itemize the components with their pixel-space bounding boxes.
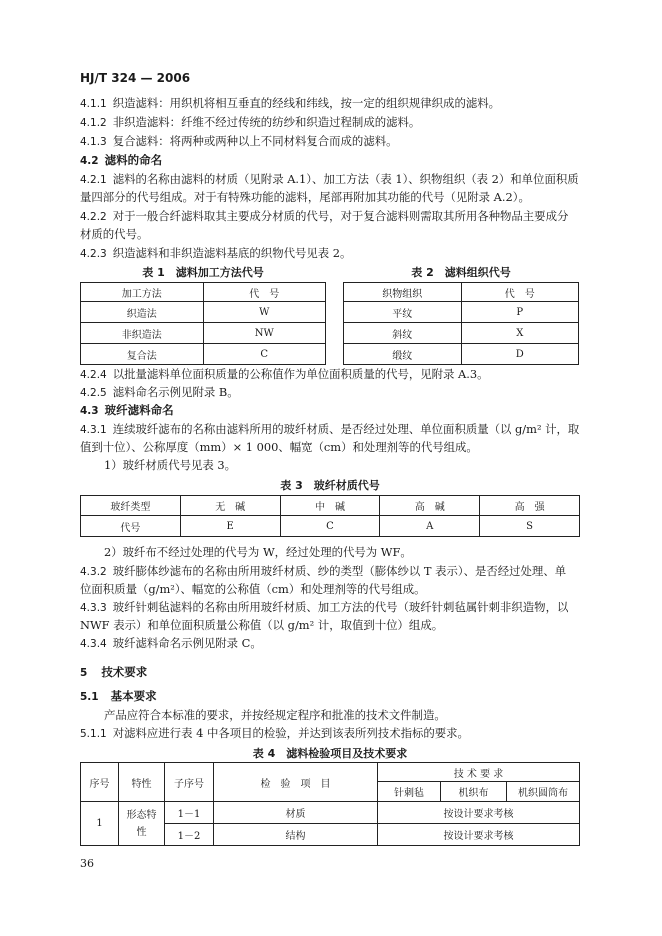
table1-cell: W [203,302,326,323]
table4-cell-subseq: 1－1 [165,802,214,824]
table3-cell: C [280,516,380,537]
table3-cell: 代号 [81,516,181,537]
table4-cell-subseq: 1－2 [165,824,214,846]
table3-cell: 高 碱 [380,496,480,516]
section-4-3-heading: 4.3 玻纤滤料命名 [80,403,174,417]
table4-cell-item: 结构 [214,824,378,846]
table2-cell: 缎纹 [344,344,462,365]
table2-cell: P [461,302,579,323]
clause-4-2-1-cont: 量四部分的代号组成。对于有特殊功能的滤料，尾部再附加其功能的代号（见附录 A.2）。 [80,190,530,204]
table1-cell: 织造法 [81,302,204,323]
clause-5-1-1: 5.1.1 对滤料应进行表 4 中各项目的检验，并达到该表所列技术指标的要求。 [80,726,469,740]
clause-4-3-2: 4.3.2 玻纤膨体纱滤布的名称由所用玻纤材质、纱的类型（膨体纱以 T 表示）、是否经过处理、单 [80,564,567,578]
table2-header-weave: 织物组织 [344,283,462,302]
table3-cell: 玻纤类型 [81,496,181,516]
table3-cell: 无 碱 [180,496,280,516]
table4-cell-feature: 形态特性 [119,802,165,846]
table4-cell-seq: 1 [81,802,119,846]
clause-4-1-2: 4.1.2 非织造滤料：纤维不经过传统的纺纱和织造过程制成的滤料。 [80,115,421,129]
table4-subheader-woven-tube: 机织圆筒布 [507,782,580,802]
clause-4-3-1: 4.3.1 连续玻纤滤布的名称由滤料所用的玻纤材质、是否经过处理、单位面积质量（以 g/m² 计，取 [80,422,580,436]
table4-caption: 表 4 滤料检验项目及技术要求 [252,747,408,760]
table4-cell-item: 材质 [214,802,378,824]
clause-4-1-3: 4.1.3 复合滤料：将两种或两种以上不同材料复合而成的滤料。 [80,134,398,148]
clause-4-3-3: 4.3.3 玻纤针刺毡滤料的名称由所用玻纤材质、加工方法的代号（玻纤针刺毡属针刺非织造物，以 [80,600,569,614]
table1-header-code: 代 号 [203,283,326,302]
table2-caption: 表 2 滤料组织代号 [411,266,511,279]
clause-4-2-1: 4.2.1 滤料的名称由滤料的材质（见附录 A.1）、加工方法（表 1）、织物组织（表 2）和单位面积质 [80,172,579,186]
table1-header-method: 加工方法 [81,283,204,302]
table2-fabric-weaves [343,282,579,365]
table3-cell: A [380,516,480,537]
table4-header-feature: 特性 [119,763,165,802]
table4-cell-req: 按设计要求考核 [378,824,580,846]
clause-4-3-2-cont: 位面积质量（g/m²）、幅宽的公称值（cm）和处理剂等的代号组成。 [80,582,426,596]
table2-header-code: 代 号 [461,283,579,302]
table3-cell: S [480,516,580,537]
page-number: 36 [80,857,94,870]
table2-cell: 斜纹 [344,323,462,344]
table1-cell: NW [203,323,326,344]
clause-4-2-2: 4.2.2 对于一般合纤滤料取其主要成分材质的代号，对于复合滤料则需取其所用各种物品主要成分 [80,209,569,223]
table4-header-requirements: 技 术 要 求 [378,763,580,782]
clause-4-3-3-cont: NWF 表示）和单位面积质量公称值（以 g/m² 计，取值到十位）组成。 [80,618,444,632]
table2-cell: X [461,323,579,344]
table1-cell: 复合法 [81,344,204,365]
table3-cell: 中 碱 [280,496,380,516]
clause-4-2-3: 4.2.3 织造滤料和非织造滤料基底的织物代号见表 2。 [80,246,352,260]
clause-4-2-5: 4.2.5 滤料命名示例见附录 B。 [80,385,239,399]
table2-cell: 平纹 [344,302,462,323]
section-5-heading: 5 技术要求 [80,665,148,679]
clause-4-2-4: 4.2.4 以批量滤料单位面积质量的公称值作为单位面积质量的代号，见附录 A.3。 [80,367,489,381]
clause-5-1-body: 产品应符合本标准的要求，并按经规定程序和批准的技术文件制造。 [104,708,446,722]
clause-4-2-2-cont: 材质的代号。 [80,227,149,241]
clause-4-3-1-item2: 2）玻纤布不经过处理的代号为 W，经过处理的代号为 WF。 [104,545,412,559]
table3-cell: E [180,516,280,537]
clause-4-3-1-item1: 1）玻纤材质代号见表 3。 [104,458,237,472]
table4-subheader-needle-felt: 针刺毡 [378,782,441,802]
table4-cell-req: 按设计要求考核 [378,802,580,824]
clause-4-1-1: 4.1.1 织造滤料：用织机将相互垂直的经线和纬线，按一定的组织规律织成的滤料。 [80,96,501,110]
table4-header-subseq: 子序号 [165,763,214,802]
table1-cell: C [203,344,326,365]
table1-cell: 非织造法 [81,323,204,344]
table1-caption: 表 1 滤料加工方法代号 [142,266,264,279]
table4-subheader-woven: 机织布 [441,782,507,802]
table4-header-item: 检 验 项 目 [214,763,378,802]
standard-header: HJ/T 324 — 2006 [80,71,191,85]
clause-4-3-1-cont: 值到十位）、公称厚度（mm）× 1 000、幅宽（cm）和处理剂等的代号组成。 [80,440,478,454]
table3-caption: 表 3 玻纤材质代号 [280,479,380,492]
clause-4-3-4: 4.3.4 玻纤滤料命名示例见附录 C。 [80,636,262,650]
section-5-1-heading: 5.1 基本要求 [80,689,157,703]
table2-cell: D [461,344,579,365]
table3-glass-fiber-types [80,495,580,537]
section-4-2-heading: 4.2 滤料的命名 [80,153,163,167]
table4-filter-inspection-items [80,762,580,846]
table1-processing-methods [80,282,326,365]
table4-header-seq: 序号 [81,763,119,802]
table3-cell: 高 强 [480,496,580,516]
